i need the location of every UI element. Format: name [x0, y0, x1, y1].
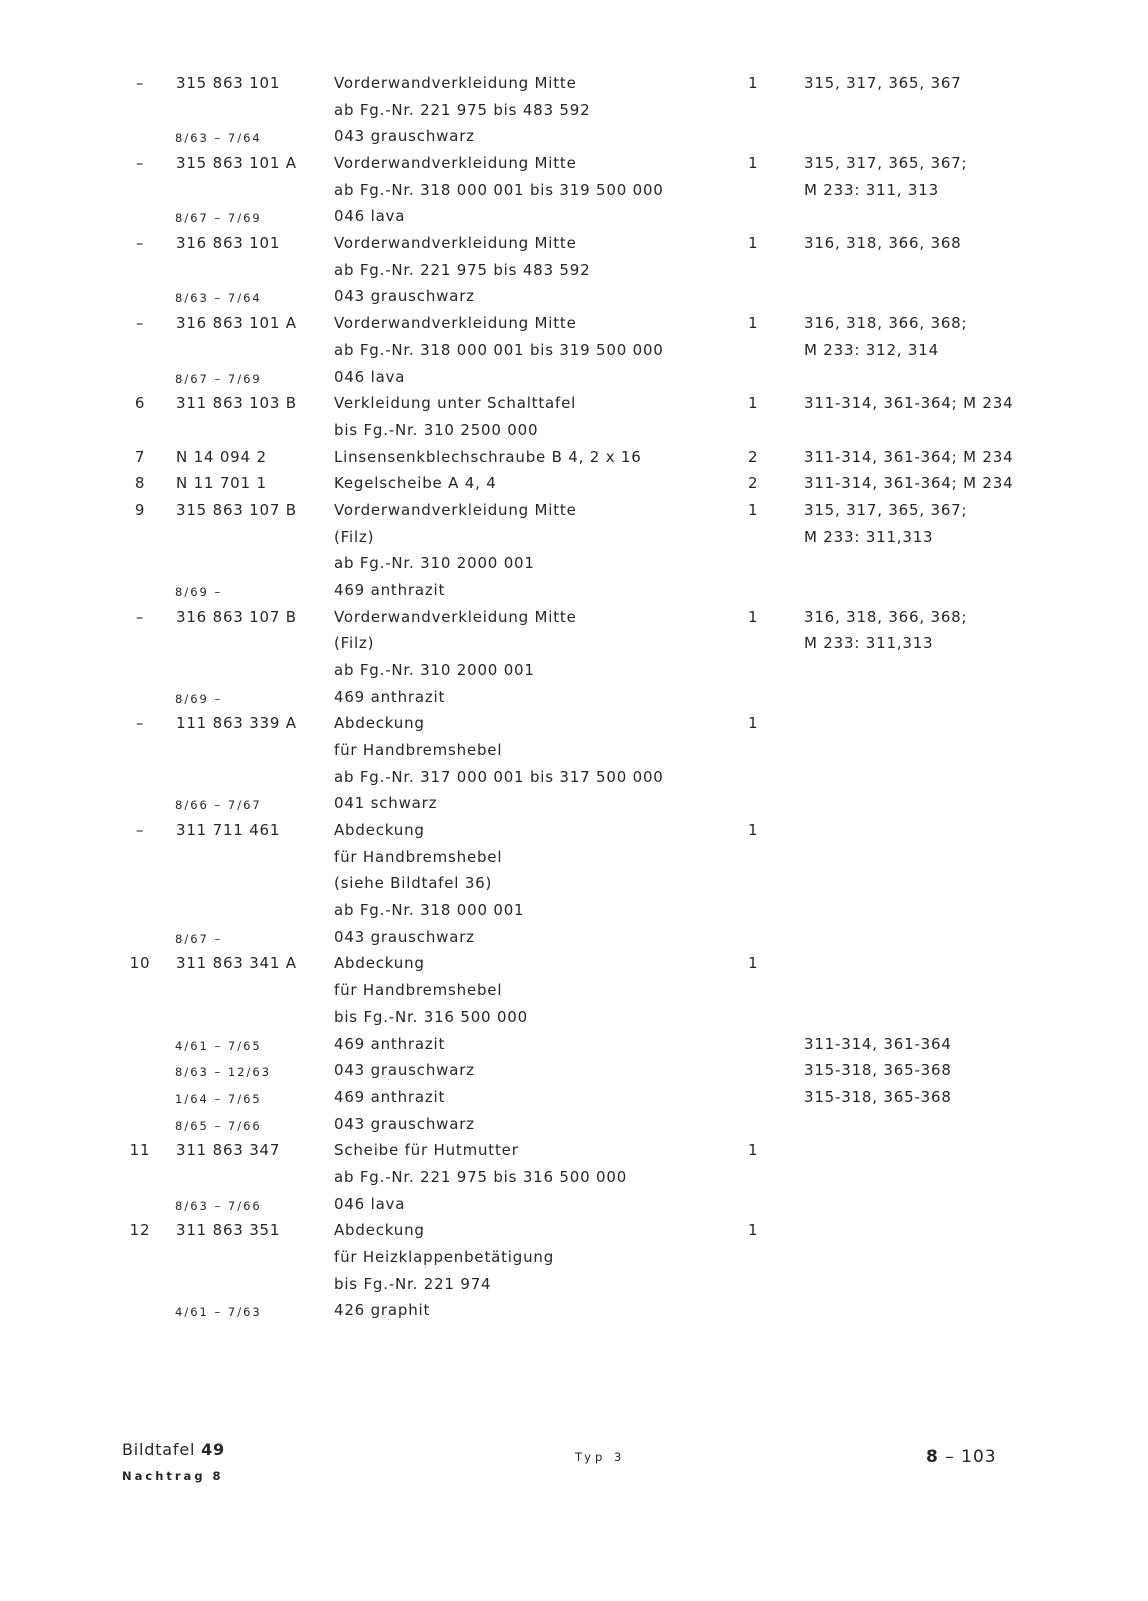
table-row	[0, 234, 1148, 260]
part-number: 315 863 107 B	[176, 500, 297, 519]
remark: 316, 318, 366, 368	[804, 234, 962, 253]
table-row	[0, 181, 1148, 207]
description: 041 schwarz	[334, 794, 438, 813]
date-range: 8/67 –	[175, 931, 223, 946]
part-number: N 11 701 1	[176, 474, 267, 493]
remark: 315, 317, 365, 367;	[804, 500, 968, 519]
remark: 315-318, 365-368	[804, 1087, 952, 1106]
quantity: 1	[748, 714, 759, 733]
description: ab Fg.-Nr. 318 000 001 bis 319 500 000	[334, 340, 664, 359]
remark: 315, 317, 365, 367;	[804, 154, 968, 172]
description: bis Fg.-Nr. 221 974	[334, 1274, 492, 1293]
date-range: 8/66 – 7/67	[175, 798, 262, 813]
description: ab Fg.-Nr. 221 975 bis 483 592	[334, 260, 591, 279]
position-number: –	[135, 714, 145, 733]
table-row	[0, 528, 1148, 554]
description: 426 graphit	[334, 1301, 431, 1320]
position-number: –	[135, 234, 145, 253]
description: 043 grauschwarz	[334, 127, 475, 146]
description: 046 lava	[334, 207, 406, 226]
part-number: 316 863 101 A	[176, 314, 297, 333]
description: bis Fg.-Nr. 316 500 000	[334, 1007, 528, 1026]
date-range: 8/63 – 7/66	[175, 1198, 262, 1213]
date-range: 8/67 – 7/69	[175, 371, 262, 386]
part-number: 316 863 101	[176, 234, 281, 253]
part-number: 315 863 101 A	[176, 154, 297, 172]
part-number: 315 863 101	[176, 74, 281, 92]
part-number: 311 863 347	[176, 1141, 281, 1160]
description: für Handbremshebel	[334, 847, 503, 866]
table-row	[0, 101, 1148, 127]
page-dash: –	[945, 1447, 955, 1467]
plate-number: 49	[201, 1440, 225, 1459]
description: Vorderwandverkleidung Mitte	[334, 234, 577, 253]
plate-title	[122, 1440, 225, 1459]
supplement-label: Nachtrag 8	[122, 1469, 224, 1483]
table-row	[0, 848, 1148, 874]
position-number: 9	[134, 500, 146, 519]
table-row	[0, 661, 1148, 687]
date-range: 4/61 – 7/65	[175, 1038, 262, 1053]
table-row	[0, 1115, 1148, 1141]
part-number: 316 863 107 B	[176, 607, 297, 626]
table-row	[0, 954, 1148, 980]
description: ab Fg.-Nr. 221 975 bis 316 500 000	[334, 1167, 628, 1186]
table-row	[0, 1035, 1148, 1061]
table-row	[0, 154, 1148, 180]
description: 043 grauschwarz	[334, 927, 475, 946]
remark: M 233: 311,313	[804, 634, 934, 653]
date-range: 4/61 – 7/63	[175, 1305, 262, 1320]
description: 046 lava	[334, 367, 406, 386]
remark: M 233: 311, 313	[804, 180, 939, 199]
table-row	[0, 688, 1148, 714]
table-row	[0, 127, 1148, 153]
quantity: 1	[748, 234, 759, 253]
table-row	[0, 341, 1148, 367]
quantity: 1	[748, 821, 759, 839]
description: Abdeckung	[334, 821, 425, 839]
date-range: 8/63 – 7/64	[175, 291, 262, 306]
position-number: 10	[129, 954, 151, 973]
table-row	[0, 74, 1148, 100]
date-range: 1/64 – 7/65	[175, 1091, 262, 1106]
date-range: 8/67 – 7/69	[175, 211, 262, 226]
description: (Filz)	[334, 527, 375, 546]
position-number: 8	[134, 474, 146, 493]
position-number: 11	[129, 1141, 151, 1160]
position-number: 6	[134, 394, 146, 413]
description: ab Fg.-Nr. 318 000 001 bis 319 500 000	[334, 180, 664, 199]
table-row	[0, 901, 1148, 927]
table-row	[0, 981, 1148, 1007]
quantity: 2	[748, 447, 759, 466]
table-row	[0, 314, 1148, 340]
description: Scheibe für Hutmutter	[334, 1141, 519, 1160]
table-row	[0, 474, 1148, 500]
position-number: –	[135, 154, 145, 172]
table-row	[0, 1141, 1148, 1167]
page-number	[926, 1447, 997, 1467]
table-row	[0, 768, 1148, 794]
quantity: 1	[748, 74, 759, 92]
position-number: –	[135, 607, 145, 626]
quantity: 1	[748, 1221, 759, 1240]
quantity: 1	[748, 394, 759, 413]
date-range: 8/63 – 7/64	[175, 131, 262, 146]
table-row	[0, 714, 1148, 740]
table-row	[0, 554, 1148, 580]
description: Vorderwandverkleidung Mitte	[334, 154, 577, 172]
table-row	[0, 874, 1148, 900]
part-number: 111 863 339 A	[176, 714, 297, 733]
remark: 311-314, 361-364	[804, 1034, 952, 1053]
table-row	[0, 1168, 1148, 1194]
description: Abdeckung	[334, 714, 425, 733]
table-row	[0, 794, 1148, 820]
description: für Handbremshebel	[334, 741, 503, 759]
description: Linsensenkblechschraube B 4, 2 x 16	[334, 447, 642, 466]
table-row	[0, 608, 1148, 634]
quantity: 1	[748, 1141, 759, 1160]
table-row	[0, 821, 1148, 847]
description: Vorderwandverkleidung Mitte	[334, 314, 577, 333]
description: Vorderwandverkleidung Mitte	[334, 500, 577, 519]
description: Vorderwandverkleidung Mitte	[334, 607, 577, 626]
position-number: –	[135, 74, 145, 92]
description: Verkleidung unter Schalttafel	[334, 394, 577, 413]
table-row	[0, 421, 1148, 447]
date-range: 8/63 – 12/63	[175, 1065, 272, 1080]
description: 469 anthrazit	[334, 687, 446, 706]
part-number: 311 711 461	[176, 821, 281, 839]
table-row	[0, 581, 1148, 607]
part-number: 311 863 103 B	[176, 394, 297, 413]
remark: 315, 317, 365, 367	[804, 74, 962, 92]
remark: 311-314, 361-364; M 234	[804, 474, 1014, 493]
description: 469 anthrazit	[334, 1034, 446, 1053]
description: Abdeckung	[334, 954, 425, 973]
table-row	[0, 261, 1148, 287]
table-row	[0, 394, 1148, 420]
quantity: 1	[748, 500, 759, 519]
quantity: 1	[748, 954, 759, 973]
table-row	[0, 207, 1148, 233]
table-row	[0, 1221, 1148, 1247]
position-number: –	[135, 314, 145, 333]
table-row	[0, 928, 1148, 954]
table-row	[0, 1008, 1148, 1034]
part-number: 311 863 351	[176, 1221, 281, 1240]
remark: 311-314, 361-364; M 234	[804, 447, 1014, 466]
table-row	[0, 1275, 1148, 1301]
page-num: 103	[961, 1447, 997, 1467]
description: 469 anthrazit	[334, 580, 446, 599]
description: (siehe Bildtafel 36)	[334, 874, 493, 893]
remark: 315-318, 365-368	[804, 1061, 952, 1080]
plate-label: Bildtafel	[122, 1440, 196, 1459]
part-number: 311 863 341 A	[176, 954, 297, 973]
description: Kegelscheibe A 4, 4	[334, 474, 497, 493]
date-range: 8/65 – 7/66	[175, 1118, 262, 1133]
remark: 316, 318, 366, 368;	[804, 314, 968, 333]
description: ab Fg.-Nr. 318 000 001	[334, 901, 525, 920]
date-range: 8/69 –	[175, 584, 223, 599]
table-row	[0, 368, 1148, 394]
page-section: 8	[926, 1447, 939, 1467]
description: ab Fg.-Nr. 221 975 bis 483 592	[334, 100, 591, 119]
quantity: 1	[748, 154, 759, 172]
type-label: Typ 3	[575, 1450, 626, 1464]
table-row	[0, 634, 1148, 660]
position-number: 12	[129, 1221, 151, 1240]
remark: 316, 318, 366, 368;	[804, 607, 968, 626]
description: (Filz)	[334, 634, 375, 653]
description: Vorderwandverkleidung Mitte	[334, 74, 577, 92]
description: 043 grauschwarz	[334, 1114, 475, 1133]
table-row	[0, 287, 1148, 313]
description: ab Fg.-Nr. 310 2000 001	[334, 661, 535, 679]
table-row	[0, 741, 1148, 767]
quantity: 2	[748, 474, 759, 493]
quantity: 1	[748, 607, 759, 626]
date-range: 8/69 –	[175, 691, 223, 706]
table-row	[0, 1195, 1148, 1221]
table-row	[0, 1301, 1148, 1327]
table-row	[0, 448, 1148, 474]
description: für Heizklappenbetätigung	[334, 1247, 555, 1266]
description: Abdeckung	[334, 1221, 425, 1240]
remark: M 233: 311,313	[804, 527, 934, 546]
position-number: 7	[134, 447, 146, 466]
description: für Handbremshebel	[334, 981, 503, 1000]
description: ab Fg.-Nr. 310 2000 001	[334, 554, 535, 573]
part-number: N 14 094 2	[176, 447, 267, 466]
description: bis Fg.-Nr. 310 2500 000	[334, 420, 539, 439]
table-row	[0, 501, 1148, 527]
remark: 311-314, 361-364; M 234	[804, 394, 1014, 413]
description: 043 grauschwarz	[334, 1061, 475, 1080]
description: 046 lava	[334, 1194, 406, 1213]
position-number: –	[135, 821, 145, 839]
table-row	[0, 1088, 1148, 1114]
description: ab Fg.-Nr. 317 000 001 bis 317 500 000	[334, 767, 664, 786]
table-row	[0, 1061, 1148, 1087]
quantity: 1	[748, 314, 759, 333]
table-row	[0, 1248, 1148, 1274]
remark: M 233: 312, 314	[804, 340, 939, 359]
description: 469 anthrazit	[334, 1087, 446, 1106]
description: 043 grauschwarz	[334, 287, 475, 306]
